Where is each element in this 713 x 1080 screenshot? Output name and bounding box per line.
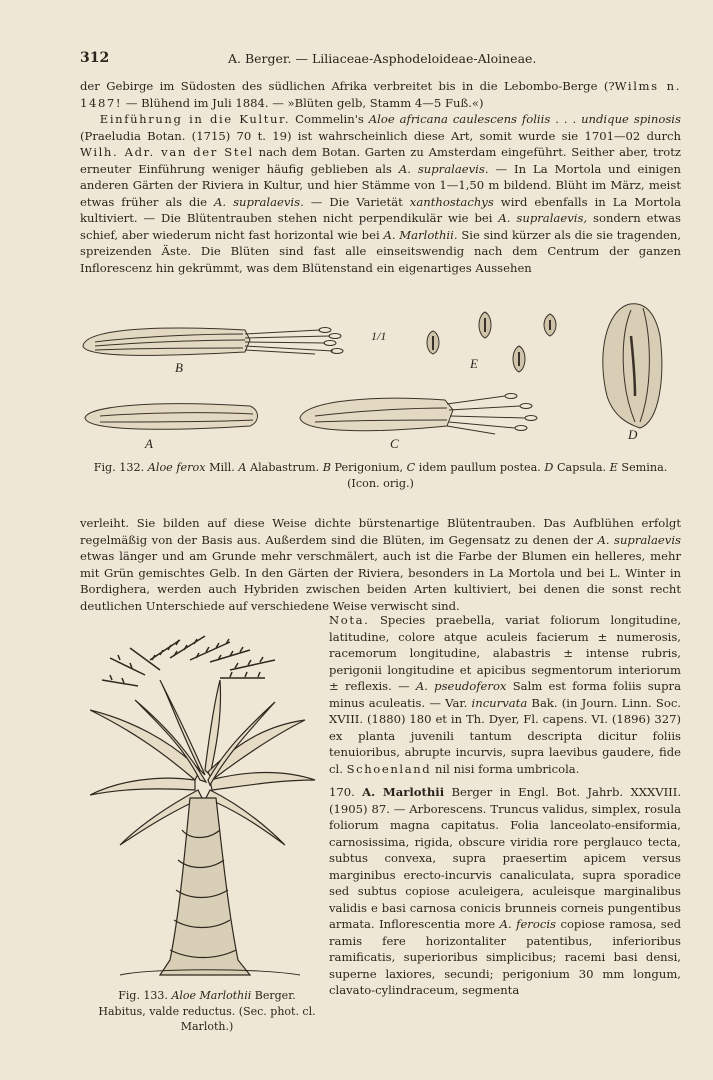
- scale-label: 1/1: [371, 329, 387, 343]
- paragraph-distribution-cultivation: der Gebirge im Südosten des südlichen Afrika verbreitet bis in die Lebombo-Berge (?Wilms n. 1487! — Blühend im Juli 1884. — »Blüten gelb, Stamm 4—5 Fuß.«) Einführung in die Kultur. Commelin's Aloe africana caulescens foliis . . . undique spinosis (Praeludia Botan. (1715) 70 t. 19) ist wahrscheinlich diese Art, somit wurde sie 1701—02 durch Wilh. Adr. van der Stel nach dem Botan. Garten zu Amsterdam eingeführt. Seither aber, trotz erneuter Einführung weniger häufig geblieben als A. supralaevis. — In La Mortola und einigen anderen Gärten der Riviera in Kultur, und hier Stämme von 1—1,50 m bildend. Blüht im März, meist etwas früher als die A. supralaevis. — Die Varietät xanthostachys wird ebenfalls in La Mortola kultiviert. — Die Blütentrauben stehen nicht perpendikulär wie bei A. supralaevis, sondern etwas schief, aber wiederum nicht fast horizontal wie bei A. Marlothii. Sie sind kürzer als die sie tragenden, spreizenden Äste. Die Blüten sind fast alle einseitswendig nach dem Centrum der ganzen Inflorescenz hin gekrümmt, was dem Blütenstand ein eigenartiges Aussehen: [80, 79, 682, 275]
- species-170-paragraph: 170. A. Marlothii Berger in Engl. Bot. Jahrb. XXXVIII. (1905) 87. — Arborescens. Truncus validus, simplex, rosula foliorum magna capitatus. Folia lanceolato-ensiformia, carnosissima, rigida, obscure viridia rore perglauco tecta, subtus convexa, supra praesertim apicem versus marginibus erecto-incurvis canaliculata, supra sporadice sed subtus copiose aculeigera, aculeisque marginalibus validis e basi carnosa conicis brunneis corneis pungentibus armata. Inflorescentia more A. ferocis copiose ramosa, sed ramis fere horizontaliter patentibus, inferioribus ramificatis, superioribus simplicibus; racemi basi densi, superne laxiores, secundi; perigonium 30 mm longum, clavato-cylindraceum, segmenta: [329, 785, 681, 997]
- label-d: D: [628, 427, 638, 442]
- bud-illustration: [85, 404, 258, 430]
- seeds-illustration: [427, 312, 556, 372]
- page-number: 312: [80, 50, 110, 66]
- species-name: A. Marlothii: [362, 785, 445, 799]
- figure-132-caption: Fig. 132. Aloe ferox Mill. A Alabastrum. B Perigonium, C idem paullum postea. D Capsula. E Semina. (Icon. orig.): [93, 461, 668, 490]
- nota-heading: Nota.: [329, 613, 370, 627]
- nota-paragraph: Nota. Species praebella, variat foliorum longitudine, latitudine, colore atque aculeis facierum ± numerosis, racemorum longitudine, alabastris ± intense rubris, perigonii longitudine et apicibus segmentorum interiorum ± reflexis. — A. pseudoferox Salm est forma foliis supra minus aculeatis. — Var. incurvata Bak. (in Journ. Linn. Soc. XVIII. (1880) 180 et in Th. Dyer, Fl. capens. VI. (1896) 327) ex planta juvenili tantum descripta dicitur foliis tenuioribus, abrupte incurvis, supra laevibus gaudere, fide cl. Schoenland nil nisi forma umbricola.: [329, 613, 682, 776]
- perigonium-illustration: [83, 328, 343, 356]
- inflorescence-illustration: [102, 636, 275, 686]
- later-flower-illustration: [300, 394, 537, 435]
- figure-133-caption: Fig. 133. Aloe Marlothii Berger. Habitus, valde reductus. (Sec. phot. cl. Marloth.): [98, 989, 316, 1033]
- paragraph-inflorescence: verleiht. Sie bilden auf diese Weise dichte bürstenartige Blütentrauben. Das Aufblühen erfolgt regelmäßig von der Basis aus. Außerdem sind die Blüten, im Gegensatz zu denen der A. supralaevis etwas länger und am Grunde mehr verschmälert, auch ist die Farbe der Blumen ein helleres, mehr mit Grün gemischtes Gelb. In den Gärten der Riviera, besonders in La Mortola und bei L. Winter in Bordighera, werden auch Hybriden zwischen beiden Arten kultiviert, bei denen die sonst recht deutlichen Unterschiede auf verschiedene Weise verwischt sind.: [80, 516, 681, 613]
- label-b: B: [175, 360, 183, 375]
- label-a: A: [145, 436, 153, 451]
- running-title: A. Berger. — Liliaceae-Asphodeloideae-Aloineae.: [228, 51, 537, 66]
- capsule-illustration: [603, 304, 662, 428]
- label-e: E: [470, 356, 478, 371]
- figure-133-aloe-habitus: [90, 630, 320, 985]
- label-c: C: [390, 436, 399, 451]
- section-heading-cultivation: Einführung in die Kultur.: [99, 112, 291, 126]
- figure-132-flower-parts: [75, 296, 675, 456]
- running-header: [80, 50, 680, 70]
